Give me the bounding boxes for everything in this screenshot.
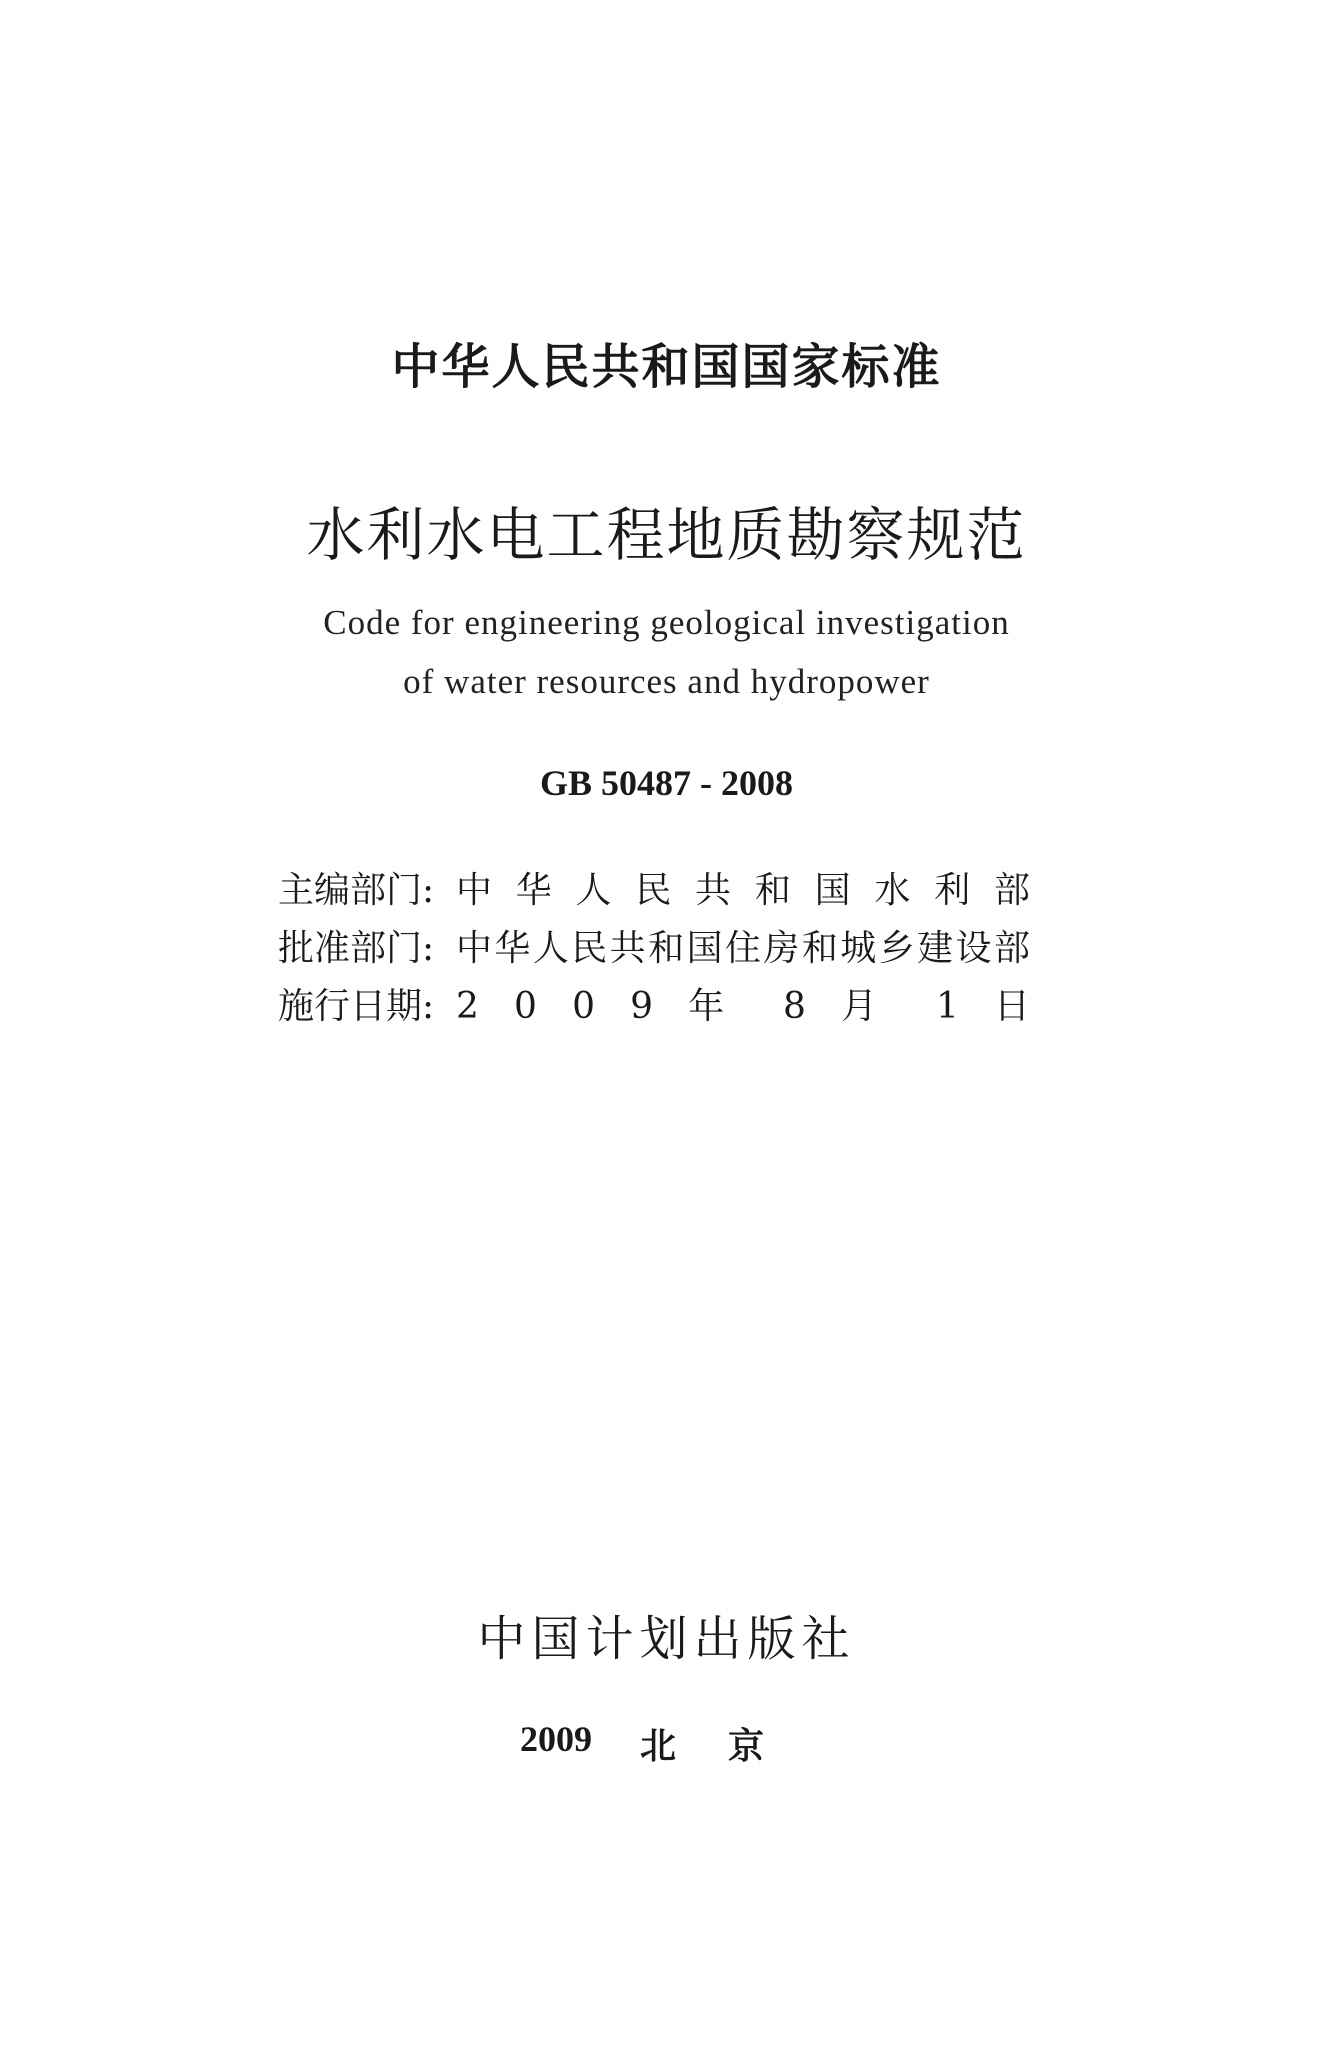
publication-year: 2009 (520, 1719, 592, 1759)
effective-date-row (278, 978, 1030, 1028)
document-title-english-line2: of water resources and hydropower (403, 662, 930, 701)
effective-date-label: 施行日期: (278, 986, 435, 1027)
national-standard-heading: 中华人民共和国国家标准 (391, 339, 942, 395)
publication-city: 北京 (640, 1726, 817, 1766)
effective-date-value: 2 0 0 9 年 8 月 1 日 (456, 986, 1030, 1027)
editor-department-label: 主编部门: (278, 870, 435, 911)
standard-code: GB 50487 - 2008 (539, 763, 793, 803)
editor-department-value: 中 华 人 民 共 和 国 水 利 部 (456, 870, 1030, 911)
editor-department-row (278, 862, 1030, 912)
publisher-name: 中国计划出版社 (477, 1611, 856, 1667)
approver-department-row (278, 920, 1030, 970)
document-title-chinese: 水利水电工程地质勘察规范 (306, 501, 1027, 569)
approver-department-value: 中华人民共和国住房和城乡建设部 (456, 928, 1030, 969)
approver-department-label: 批准部门: (278, 928, 435, 969)
document-title-english-line1: Code for engineering geological investigation (323, 603, 1010, 642)
publication-year-city (520, 1718, 817, 1768)
